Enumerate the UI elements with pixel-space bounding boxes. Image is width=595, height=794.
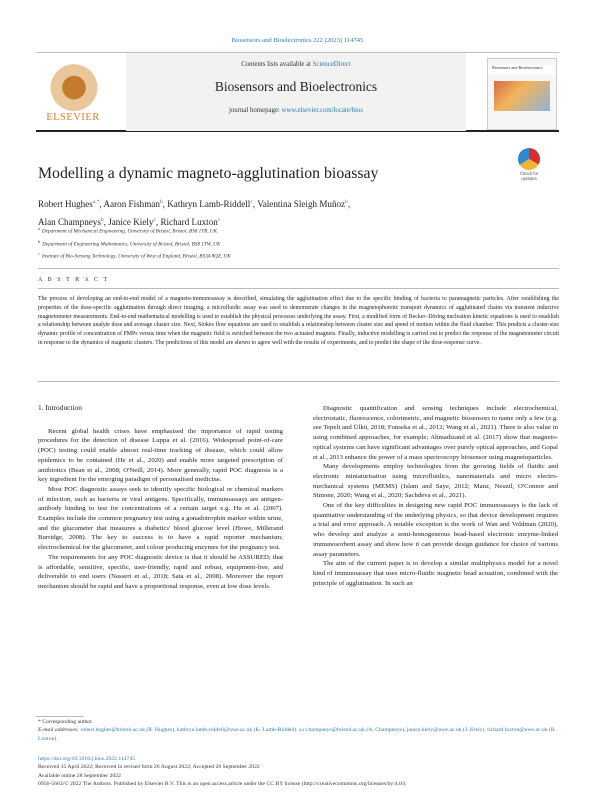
available-online: Available online 28 September 2022 — [38, 772, 121, 779]
affiliation-marker: c — [38, 251, 40, 257]
journal-header — [36, 52, 559, 132]
crossmark-button[interactable] — [512, 148, 546, 188]
author-affil-marker[interactable]: c — [217, 217, 221, 224]
license-statement: 0956-5663/© 2022 The Authors. Published by Elsevier B.V. This is an open access article under the CC BY license (http://creativecommons.org/licenses/by/4.0/). — [38, 781, 407, 788]
homepage-prefix: journal homepage: — [229, 107, 280, 114]
author-affil-marker[interactable]: b — [100, 217, 104, 224]
author-name[interactable]: Alan Champneys — [38, 217, 101, 228]
author-affil-marker[interactable]: b — [159, 199, 163, 205]
journal-reference[interactable]: Biosensors and Bioelectronics 222 (2023) 114745 — [231, 37, 364, 44]
author-affil-marker[interactable]: b — [345, 199, 348, 205]
body-paragraph: The requirements for any POC diagnostic device is that it should be ASSURED; that is affordable, sensitive, specific, user-friendly, rapid and robust, equipment-free, and deliverable to end users (Nasseri et al., 2018; Sata et al., 2008). Moreover the report mechanism should be rapid and have a proportional response, even at low dose levels. — [38, 553, 283, 590]
author-name[interactable]: Janice Kiely — [108, 217, 154, 228]
email-links[interactable]: robert.hughes@bristol.ac.uk (R. Hughes), kathryn.lamb-riddell@uwe.ac.uk (K. Lamb-Riddell), a.r.champneys@bristol.ac.uk (A. Champneys), janice.kiely@uwe.ac.uk (J. Kiely), richard.luxton@uwe.ac.uk (R. Luxton). — [38, 727, 557, 742]
journal-cover-thumbnail[interactable] — [487, 58, 557, 130]
author-name[interactable]: Kathryn Lamb-Riddell — [167, 199, 251, 210]
affiliation-list — [38, 224, 558, 262]
body-paragraph: Many developments employ technologies from the growing fields of fluidic and electronic miniaturisation using microfluidics, nanomaterials and micro electro-mechanical systems (MEMS) (Islam and Saye, 2012; Manz, Neuzil, O'Connor and Simone, 2020; Wang et al., 2020; Sachdeva et al., 2021). — [313, 463, 558, 500]
affiliation-text: Institute of Bio-Sensing Technology, University of West of England, Bristol, BS34 8QZ, UK — [41, 254, 231, 261]
author-affil-marker[interactable]: c — [250, 199, 253, 205]
doi-link[interactable]: https://doi.org/10.1016/j.bios.2022.114745 — [38, 756, 136, 762]
body-paragraph: One of the key difficulties in designing new rapid POC immunoassays is the lack of quantitative understanding of the underlying physics, so that device development requires a trial and error approach. A notable exception is the work of Wan and Voldman (2020), who develop and analyze a semi-homogeneous bead-based electronic enzyme-linked immunosorbent assay and show how it can provide design guidance for choice of various assay parameters. — [313, 502, 558, 558]
affiliation-marker: a — [38, 226, 40, 231]
divider — [38, 268, 559, 269]
publisher-logo-text: ELSEVIER — [46, 112, 100, 123]
journal-banner — [126, 53, 466, 131]
author-name[interactable]: Robert Hughes — [38, 199, 93, 210]
homepage-line — [126, 107, 466, 114]
body-paragraph: The aim of the current paper is to develop a similar multiphysics model for a novel kind of immunoassay that uses micro-fluidic magnetic bead actuation, combined with the principle of agglutination. In such an — [313, 560, 558, 587]
author-affil-marker[interactable]: c — [153, 217, 156, 224]
abstract-text: The process of developing an end-to-end model of a magneto-immunoassay is described, simulating the agglutination effect due to the specific binding of bacteria to paramagnetic particles. After establishing the properties of the dose-specific agglutination through direct imaging, a microfluidic assay was used to demonstrate changes in the magnetophoretic transport dynamics of agglutinated chains via transient inductive magnetometer measurements. End-to-end mathematical modelling is used to establish the physical processes underlying the assay. First, a modified form of Becker–Döring nucleation kinetic equations is used to establish a relationship between analyte dose and average cluster size. Next, Stokes flow equations are used to establish a relationship between cluster size and speed of motion within the fluid chamber. This predicts a cluster-size dynamic profile of concentration of PMPs versus time when the magnetic field is switched between the two actuated magnets. Finally, inductive modelling is carried out to predict the response of the magnetometer circuit in response to the dynamics of magnetic clusters. The predictions of this model are shown to agree well with the results of experiments, and to predict the shape of the dose-response curve. — [38, 296, 559, 346]
author-name[interactable]: Aaron Fishman — [103, 199, 160, 210]
publisher-logo[interactable] — [38, 57, 108, 127]
body-column-right — [313, 404, 558, 588]
received-dates: Received 15 April 2022; Received in revised form 26 August 2022; Accepted 20 September 2022 — [38, 764, 260, 771]
section-heading: 1. Introduction — [38, 403, 82, 412]
crossmark-label: Check for updates — [519, 171, 539, 181]
sciencedirect-link[interactable]: ScienceDirect — [312, 61, 351, 68]
affiliation-marker: b — [38, 238, 41, 244]
affiliation — [38, 237, 558, 250]
body-column-left — [38, 403, 283, 592]
divider — [38, 381, 559, 382]
journal-title: Biosensors and Bioelectronics — [214, 79, 378, 94]
footnotes — [38, 716, 559, 743]
footnote-rule — [36, 716, 84, 717]
email-addresses — [38, 726, 559, 743]
body-paragraph: Recent global health crises have emphasised the importance of rapid testing procedures for the detection of disease Luppa et al. (2016). Widespread point-of-care (POC) testing could enable almost real-time tracking of disease, which could allow epidemics to be contained (He et al., 2020) and enable more targeted prescription of antibiotics (Bean et al., 2008; O'Neill, 2014). More generally, rapid POC diagnosis is a key ingredient for the emerging paradigm of personalised medicine. — [38, 427, 283, 484]
affiliation-text: Department of Engineering Mathematics, University of Bristol, Bristol, BS8 1TW, UK — [42, 241, 221, 248]
contents-prefix: Contents lists available at — [241, 61, 311, 68]
author-name[interactable]: Richard Luxton — [160, 217, 218, 228]
homepage-link[interactable]: www.elsevier.com/locate/bios — [281, 107, 363, 114]
emails-label: E-mail addresses: — [38, 727, 80, 734]
corresponding-author-note: * Corresponding author. — [38, 719, 94, 725]
abstract-heading: A B S T R A C T — [38, 277, 110, 283]
cover-image — [494, 81, 550, 111]
cover-title: Biosensors and Bioelectronics — [492, 65, 543, 70]
article-title: Modelling a dynamic magneto-agglutination bioassay — [38, 165, 379, 182]
author-list: Robert Hughes$^{a,*}$, Aaron Fishman$^b$, Kathryn Lamb-Riddell$^c$, Valentina Sleigh Muñoz$^b$, Alan Champneys$^b$, Janice Kiely$^c$, Richard Luxton$^c$ — [38, 199, 351, 228]
affiliation — [38, 249, 558, 262]
elsevier-tree-icon — [48, 59, 100, 111]
affiliation — [38, 224, 558, 237]
divider — [38, 288, 559, 289]
crossmark-icon — [518, 148, 540, 170]
publication-info — [38, 755, 559, 789]
affiliation-text: Department of Mechanical Engineering, University of Bristol, Bristol, BS8 1TR, UK — [41, 228, 218, 235]
author-affil-marker[interactable]: a,* — [92, 199, 100, 205]
author-name[interactable]: Valentina Sleigh Muñoz — [257, 199, 346, 210]
body-paragraph: Diagnostic quantification and sensing techniques include electrochemical, electrostatic, fluorescence, colorimetric, and magnetic biosensors to name only a few (e.g. see Tepeli and Ülkü, 2018; Fonseka et al., 2012; Wang et al., 2021). There is also value in using combined approaches, for example; Ahmadizand et al. (2017) show that magneto-optical systems can have significant advantages over purely optical approaches, and Gopal et al., 2013 enhance the power of a mass spectroscopy biosensor using magnetoparticles. — [313, 405, 558, 461]
body-paragraph: Most POC diagnostic assays seek to identify specific biological or chemical markers of infection, such as bacteria or viral antigens. Specifically, immunoassays are antigen-antibody binding to test for concentrations of a certain target e.g. Hu et al. (2007). Examples include the common pregnancy test using a gonadotrophin marker within urine, and the glucometer that measures a diabetics' blood glucose level (Howe, Millerand Burridge, 2008). The key to success is to have a rapid reporter mechanism; electrochemical for the glucometer, and colour producing enzymes for the pregnancy test. — [38, 485, 283, 552]
contents-line — [126, 61, 466, 68]
